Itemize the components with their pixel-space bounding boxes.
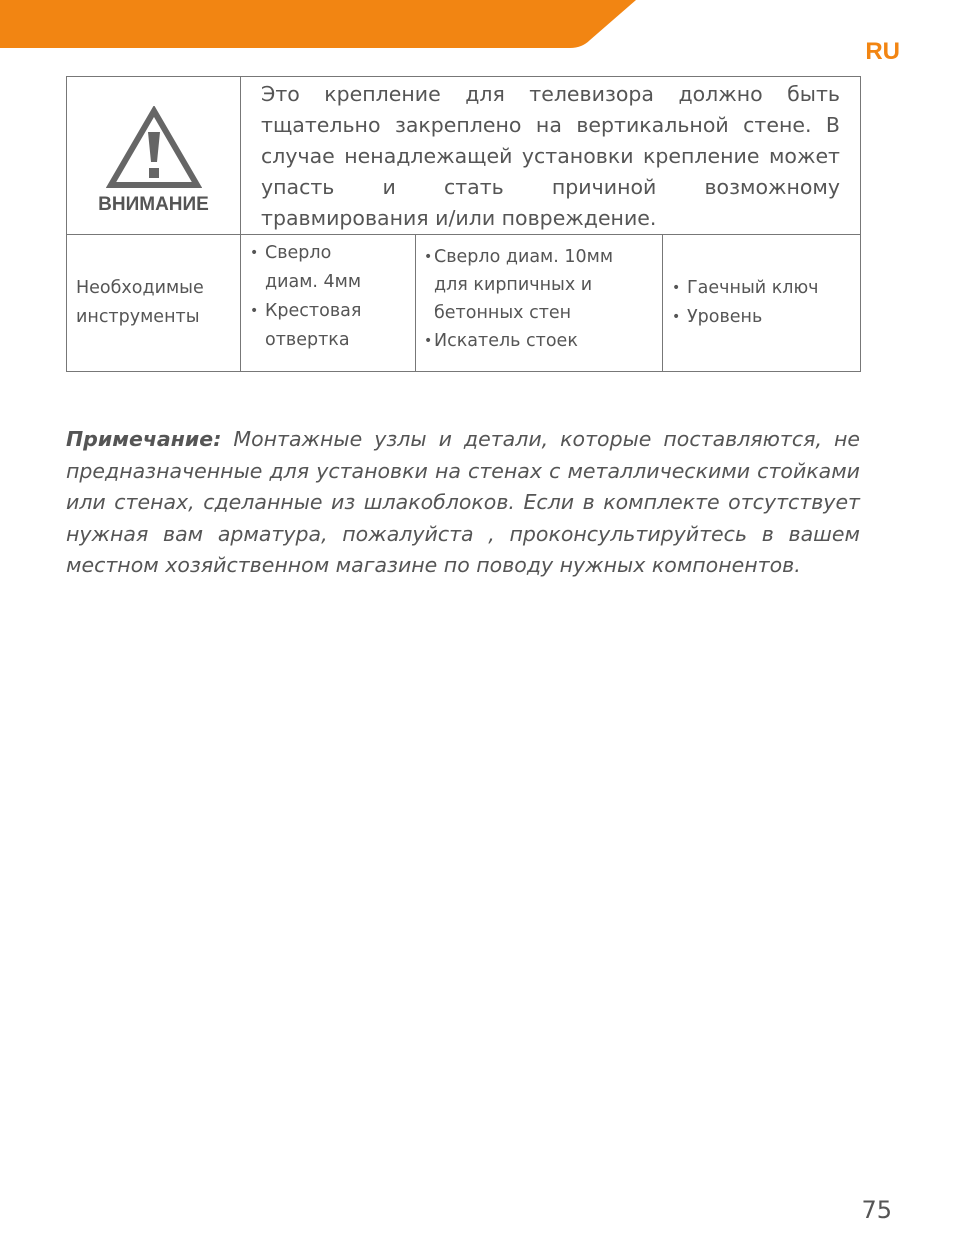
language-label: RU — [865, 38, 900, 65]
note-label: Примечание: — [66, 427, 222, 451]
tools-column-2 — [416, 235, 663, 372]
tools-list-2 — [416, 243, 662, 356]
warning-tools-table — [66, 76, 861, 372]
tool-item: • Крестовая отвертка — [241, 297, 415, 355]
tool-item: • Сверло диам. 4мм — [241, 239, 415, 297]
warning-cell — [67, 77, 241, 235]
tools-column-3 — [663, 235, 861, 372]
tools-row — [67, 235, 861, 372]
tool-item: • Гаечный ключ — [663, 274, 860, 303]
tools-list-3 — [663, 274, 860, 332]
warning-row — [67, 77, 861, 235]
warning-text-cell — [241, 77, 861, 235]
tool-item: • Искатель стоек — [416, 327, 662, 356]
warning-triangle-icon — [106, 106, 202, 190]
header-accent-bar — [0, 0, 954, 50]
note-text: Монтажные узлы и детали, которые поставляются, не предназначенные для установки на стенах с металлическими стойками или стенах, сделанные из шлакоблоков. Если в комплекте отсутствует нужная вам арматура, пожалуйста , проконсультируйтесь в вашем местном хозяйственном магазине по поводу нужных компонентов. — [66, 427, 860, 577]
warning-label: ВНИМАНИЕ — [98, 193, 209, 215]
note-paragraph — [66, 424, 860, 582]
tool-item: • Сверло диам. 10мм для кирпичных и бетонных стен — [416, 243, 662, 327]
tools-label: Необходимые инструменты — [67, 235, 241, 372]
tool-item: • Уровень — [663, 303, 860, 332]
page-number: 75 — [861, 1196, 892, 1224]
tools-column-1 — [241, 235, 416, 372]
warning-text: Это крепление для телевизора должно быть тщательно закреплено на вертикальной стене. В случае ненадлежащей установки крепление может упасть и стать причиной возможному травмирования и/или повреждение. — [261, 82, 840, 230]
tools-list-1 — [241, 239, 415, 355]
